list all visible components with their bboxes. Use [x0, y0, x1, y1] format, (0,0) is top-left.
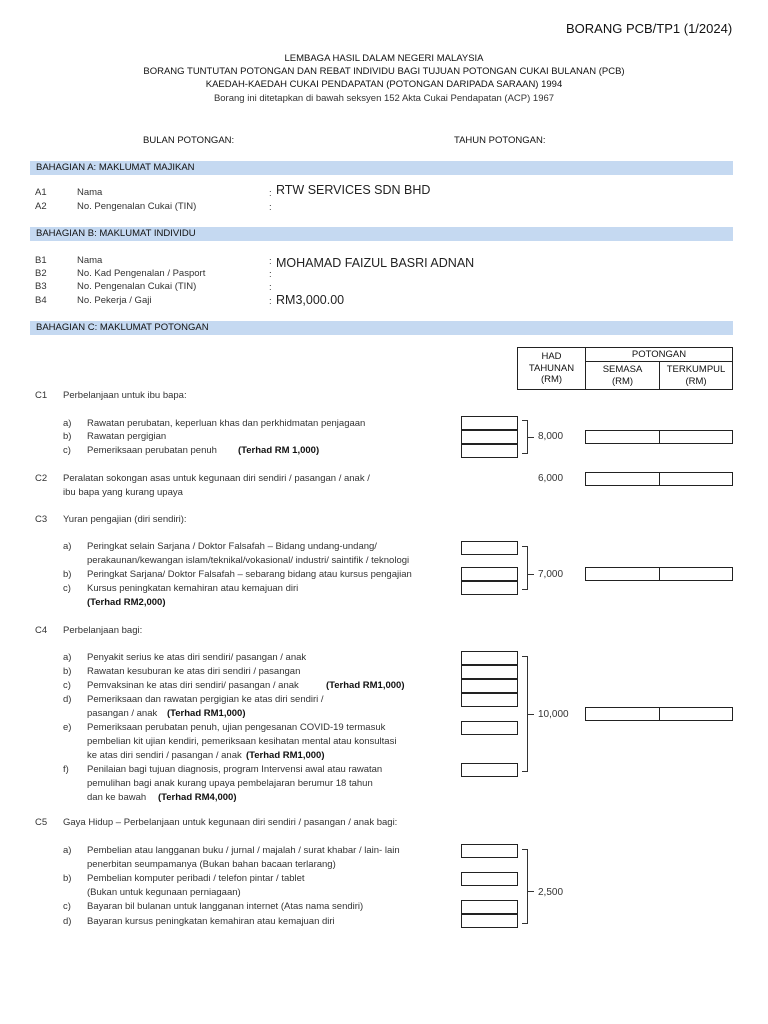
- c1a-input[interactable]: [461, 416, 518, 430]
- c4d-note: (Terhad RM1,000): [167, 708, 246, 719]
- c3b-text: Peringkat Sarjana/ Doktor Falsafah – sebarang bidang atau kursus pengajian: [87, 569, 412, 580]
- c3c-note: (Terhad RM2,000): [87, 597, 166, 608]
- a1-code: A1: [35, 187, 47, 198]
- c5b-line1: Pembelian komputer peribadi / telefon pintar / tablet: [87, 873, 305, 884]
- c3-limit: 7,000: [538, 569, 564, 580]
- annual-limit-header: [517, 347, 586, 390]
- b2-code: B2: [35, 268, 47, 279]
- c4a-letter: a): [63, 652, 72, 663]
- terkumpul-rm-text: (RM): [685, 375, 707, 387]
- c4a-input[interactable]: [461, 651, 518, 665]
- c1b-input[interactable]: [461, 430, 518, 444]
- accumulated-header: [659, 361, 733, 390]
- c2-line1: Peralatan sokongan asas untuk kegunaan diri sendiri / pasangan / anak /: [63, 473, 370, 484]
- employer-name-value[interactable]: RTW SERVICES SDN BHD: [276, 183, 431, 197]
- a2-code: A2: [35, 201, 47, 212]
- section-c-bar: [30, 321, 733, 335]
- tahunan-text: TAHUNAN: [528, 362, 575, 374]
- c3-code: C3: [35, 514, 48, 525]
- had-text: HAD: [541, 351, 562, 363]
- c4b-text: Rawatan kesuburan ke atas diri sendiri / pasangan: [87, 666, 301, 677]
- c4c-letter: c): [63, 680, 71, 691]
- c5-title: Gaya Hidup – Perbelanjaan untuk kegunaan diri sendiri / pasangan / anak bagi:: [63, 817, 398, 828]
- c1-accumulated-input[interactable]: [659, 430, 733, 444]
- c4f-line1: Penilaian bagi tujuan diagnosis, program Intervensi awal atau rawatan: [87, 764, 383, 775]
- c4e-input[interactable]: [461, 721, 518, 735]
- c4-brace-tick: [528, 714, 534, 715]
- c4e-note: (Terhad RM1,000): [246, 750, 325, 761]
- semasa-rm-text: (RM): [611, 375, 634, 387]
- current-header: [585, 361, 660, 390]
- b2-colon: :: [269, 269, 272, 280]
- c1a-letter: a): [63, 418, 72, 429]
- c1b-letter: b): [63, 431, 72, 442]
- c3b-input[interactable]: [461, 567, 518, 581]
- c4e-line3: ke atas diri sendiri / pasangan / anak: [87, 750, 242, 761]
- c5-code: C5: [35, 817, 48, 828]
- c1-limit: 8,000: [538, 431, 564, 442]
- c4f-line3: dan ke bawah: [87, 792, 147, 803]
- c1b-text: Rawatan pergigian: [87, 431, 167, 442]
- c5b-letter: b): [63, 873, 72, 884]
- c5d-input[interactable]: [461, 914, 518, 928]
- b3-code: B3: [35, 281, 47, 292]
- c3a-line1: Peringkat selain Sarjana / Doktor Falsafah – Bidang undang-undang/: [87, 541, 377, 552]
- c1-title: Perbelanjaan untuk ibu bapa:: [63, 390, 187, 401]
- c4-current-input[interactable]: [585, 707, 660, 721]
- semasa-text: SEMASA: [602, 364, 643, 376]
- c1-brace-tick: [528, 437, 534, 438]
- c4f-letter: f): [63, 764, 69, 775]
- c3-accumulated-input[interactable]: [659, 567, 733, 581]
- c3c-text: Kursus peningkatan kemahiran atau kemajuan diri: [87, 583, 299, 594]
- section-a-bar: [30, 161, 733, 175]
- c3c-input[interactable]: [461, 581, 518, 595]
- c4f-note: (Terhad RM4,000): [158, 792, 237, 803]
- c5d-text: Bayaran kursus peningkatan kemahiran atau kemajuan diri: [87, 916, 335, 927]
- c5b-input[interactable]: [461, 872, 518, 886]
- c1a-text: Rawatan perubatan, keperluan khas dan perkhidmatan penjagaan: [87, 418, 366, 429]
- b1-colon: :: [269, 256, 272, 267]
- c5-brace-tick: [528, 891, 534, 892]
- c4c-text: Pemvaksinan ke atas diri sendiri/ pasangan / anak: [87, 680, 299, 691]
- c5b-line2: (Bukan untuk kegunaan perniagaan): [87, 887, 241, 898]
- c2-current-input[interactable]: [585, 472, 660, 486]
- c4-title: Perbelanjaan bagi:: [63, 625, 143, 636]
- deduction-header: [585, 347, 733, 362]
- terkumpul-text: TERKUMPUL: [666, 364, 726, 376]
- section-a-title: BAHAGIAN A: MAKLUMAT MAJIKAN: [36, 162, 195, 173]
- c3b-letter: b): [63, 569, 72, 580]
- c4d-line2: pasangan / anak: [87, 708, 158, 719]
- section-c-title: BAHAGIAN C: MAKLUMAT POTONGAN: [36, 322, 209, 333]
- c4a-text: Penyakit serius ke atas diri sendiri/ pasangan / anak: [87, 652, 307, 663]
- c3-brace: [522, 546, 528, 590]
- c4-code: C4: [35, 625, 48, 636]
- b4-code: B4: [35, 295, 47, 306]
- c3-title: Yuran pengajian (diri sendiri):: [63, 514, 187, 525]
- c4f-input[interactable]: [461, 763, 518, 777]
- b1-label: Nama: [77, 255, 103, 266]
- c4b-input[interactable]: [461, 665, 518, 679]
- section-b-title: BAHAGIAN B: MAKLUMAT INDIVIDU: [36, 228, 196, 239]
- header-regulation: KAEDAH-KAEDAH CUKAI PENDAPATAN (POTONGAN DARIPADA SARAAN) 1994: [205, 79, 563, 90]
- a1-colon: :: [269, 188, 272, 199]
- c3-current-input[interactable]: [585, 567, 660, 581]
- a2-label: No. Pengenalan Cukai (TIN): [77, 201, 197, 212]
- employee-number-value[interactable]: RM3,000.00: [276, 293, 345, 307]
- c1-current-input[interactable]: [585, 430, 660, 444]
- c5a-line1: Pembelian atau langganan buku / jurnal / majalah / surat khabar / lain- lain: [87, 845, 400, 856]
- c2-line2: ibu bapa yang kurang upaya: [63, 487, 183, 498]
- a2-colon: :: [269, 202, 272, 213]
- c1c-input[interactable]: [461, 444, 518, 458]
- c3-brace-tick: [528, 574, 534, 575]
- c5-limit: 2,500: [538, 887, 564, 898]
- employee-name-value[interactable]: MOHAMAD FAIZUL BASRI ADNAN: [276, 256, 475, 270]
- had-rm-text: (RM): [540, 374, 563, 386]
- c5c-letter: c): [63, 901, 71, 912]
- c2-limit: 6,000: [538, 473, 564, 484]
- c4f-line2: pemulihan bagi anak kurang upaya pembelajaran berumur 18 tahun: [87, 778, 373, 789]
- header-form-title: BORANG TUNTUTAN POTONGAN DAN REBAT INDIVIDU BAGI TUJUAN POTONGAN CUKAI BULANAN (PCB): [143, 66, 625, 77]
- c4c-input[interactable]: [461, 679, 518, 693]
- b1-code: B1: [35, 255, 47, 266]
- header-agency: LEMBAGA HASIL DALAM NEGERI MALAYSIA: [284, 53, 484, 64]
- c1c-letter: c): [63, 445, 71, 456]
- c3a-line2: perakaunan/kewangan islam/teknikal/vokasional/ industri/ saintifik / teknologi: [87, 555, 410, 566]
- year-label: TAHUN POTONGAN:: [454, 135, 546, 146]
- c4e-letter: e): [63, 722, 72, 733]
- b3-label: No. Pengenalan Cukai (TIN): [77, 281, 197, 292]
- b2-label: No. Kad Pengenalan / Pasport: [77, 268, 206, 279]
- c2-code: C2: [35, 473, 48, 484]
- b4-colon: :: [269, 296, 272, 307]
- c4e-line2: pembelian kit ujian kendiri, pemeriksaan kesihatan mental atau konsultasi: [87, 736, 397, 747]
- c5c-input[interactable]: [461, 900, 518, 914]
- month-label: BULAN POTONGAN:: [143, 135, 235, 146]
- c4b-letter: b): [63, 666, 72, 677]
- a1-label: Nama: [77, 187, 103, 198]
- c4d-line1: Pemeriksaan dan rawatan pergigian ke atas diri sendiri /: [87, 694, 324, 705]
- c3c-letter: c): [63, 583, 71, 594]
- c5c-text: Bayaran bil bulanan untuk langganan internet (Atas nama sendiri): [87, 901, 364, 912]
- c4c-note: (Terhad RM1,000): [326, 680, 405, 691]
- section-b-bar: [30, 227, 733, 241]
- c2-accumulated-input[interactable]: [659, 472, 733, 486]
- form-code: BORANG PCB/TP1 (1/2024): [566, 21, 733, 36]
- c5a-line2: penerbitan seumpamanya (Bukan bahan bacaan terlarang): [87, 859, 336, 870]
- c5a-letter: a): [63, 845, 72, 856]
- c1c-text: Pemeriksaan perubatan penuh: [87, 445, 217, 456]
- c4d-letter: d): [63, 694, 72, 705]
- c3a-input[interactable]: [461, 541, 518, 555]
- c3a-letter: a): [63, 541, 72, 552]
- c4-limit: 10,000: [538, 709, 569, 720]
- c5-brace: [522, 849, 528, 924]
- header-section-note: Borang ini ditetapkan di bawah seksyen 152 Akta Cukai Pendapatan (ACP) 1967: [213, 93, 555, 104]
- c5a-input[interactable]: [461, 844, 518, 858]
- c5d-letter: d): [63, 916, 72, 927]
- c4e-line1: Pemeriksaan perubatan penuh, ujian pengesanan COVID-19 termasuk: [87, 722, 386, 733]
- b3-colon: :: [269, 282, 272, 293]
- b4-label: No. Pekerja / Gaji: [77, 295, 152, 306]
- c1-code: C1: [35, 390, 48, 401]
- c4d-input[interactable]: [461, 693, 518, 707]
- potongan-text: POTONGAN: [631, 348, 687, 360]
- c4-accumulated-input[interactable]: [659, 707, 733, 721]
- c1c-note: (Terhad RM 1,000): [238, 445, 320, 456]
